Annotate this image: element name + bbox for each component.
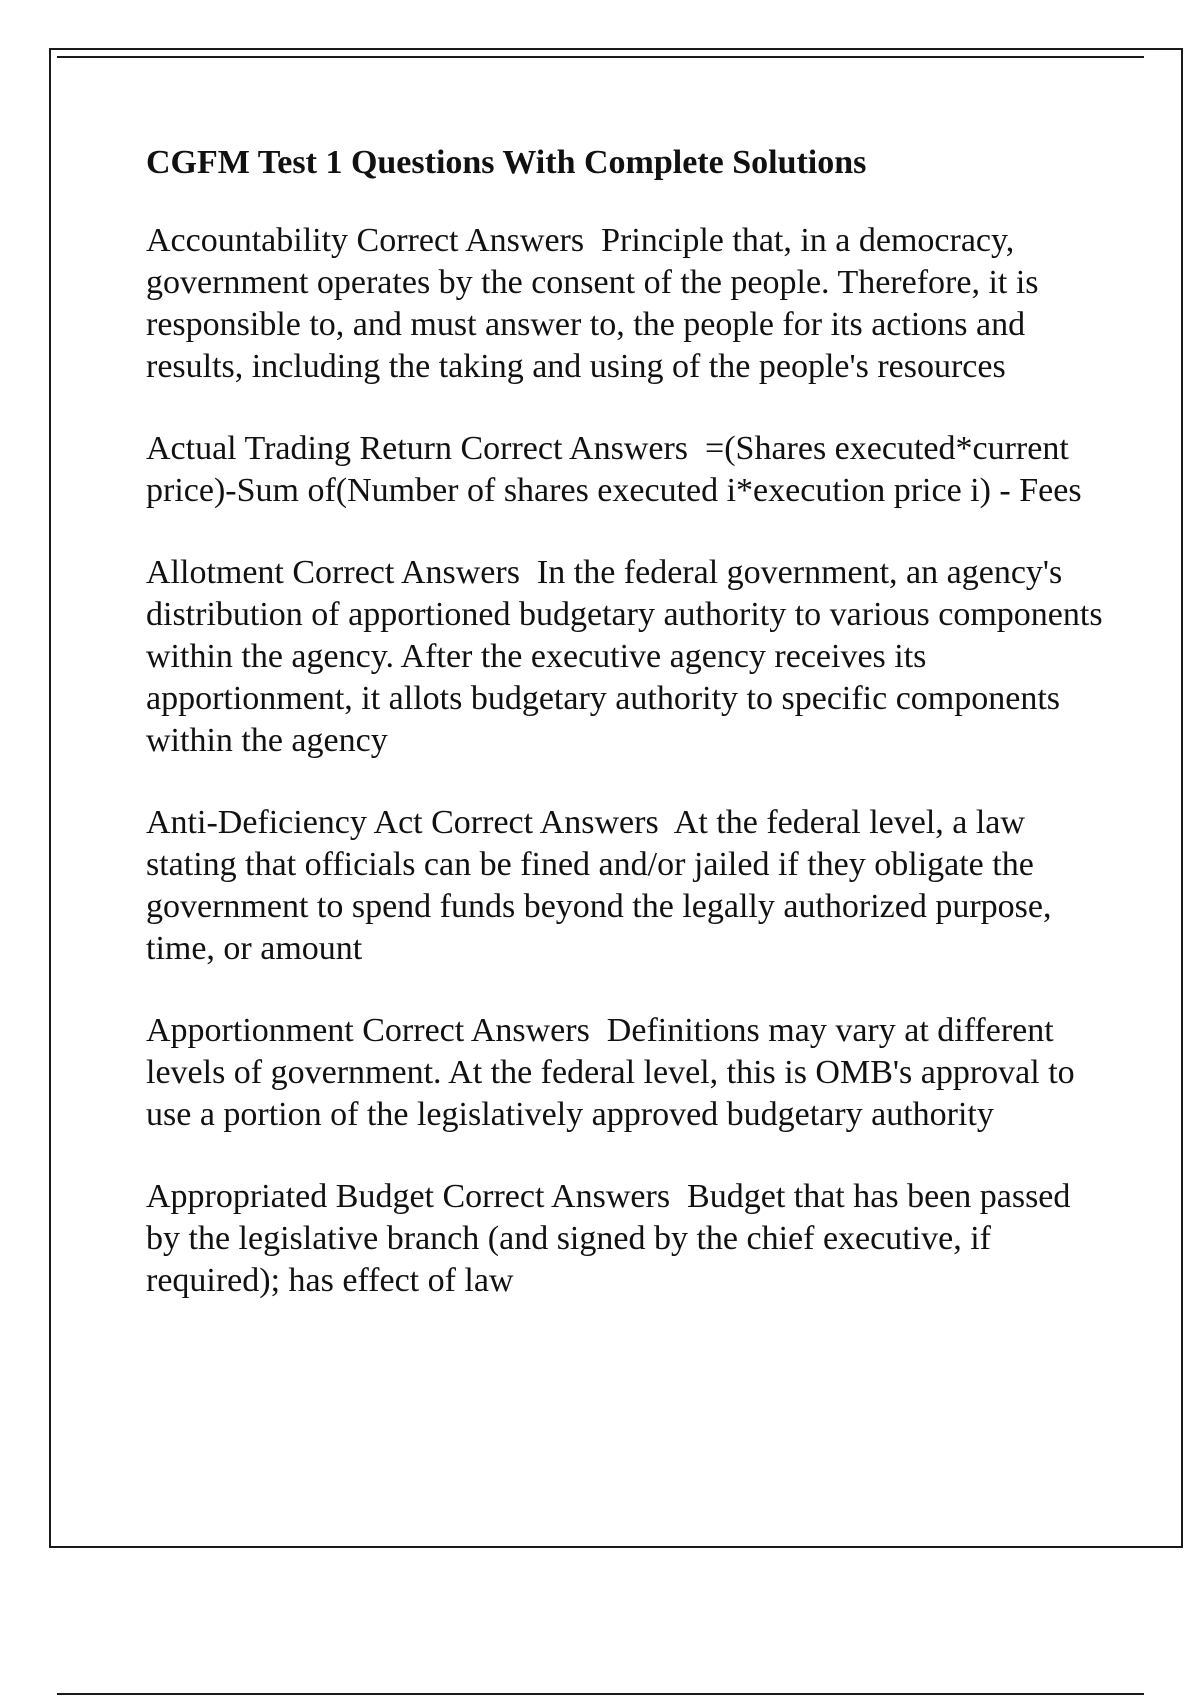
entry-allotment: Allotment Correct Answers In the federal government, an agency's distribution of apportioned budgetary authority to various components within the agency. After the executive agency receives its apportionment, it allots budgetary authority to specific components within the agency — [146, 554, 1112, 759]
top-rule — [57, 56, 1144, 58]
entry-appropriated-budget: Appropriated Budget Correct Answers Budget that has been passed by the legislative branch (and signed by the chief executive, if required); has effect of law — [146, 1178, 1079, 1299]
document-body — [146, 142, 1112, 1342]
entry-apportionment: Apportionment Correct Answers Definitions may vary at different levels of government. At the federal level, this is OMB's approval to use a portion of the legislatively approved budgetary authority — [146, 1012, 1084, 1133]
entry-actual-trading-return: Actual Trading Return Correct Answers =(Shares executed*current price)-Sum of(Number of shares executed i*execution price i) - Fees — [146, 430, 1082, 509]
bottom-rule — [57, 1693, 1144, 1695]
entry-accountability: Accountability Correct Answers Principle that, in a democracy, government operates by the consent of the people. Therefore, it is responsible to, and must answer to, the people for its actions and results, including the taking and using of the people's resources — [146, 222, 1048, 385]
entry-anti-deficiency-act: Anti-Deficiency Act Correct Answers At the federal level, a law stating that officials can be fined and/or jailed if they obligate the government to spend funds beyond the legally authorized purpose, time, or amount — [146, 804, 1060, 967]
document-title: CGFM Test 1 Questions With Complete Solutions — [146, 144, 867, 181]
